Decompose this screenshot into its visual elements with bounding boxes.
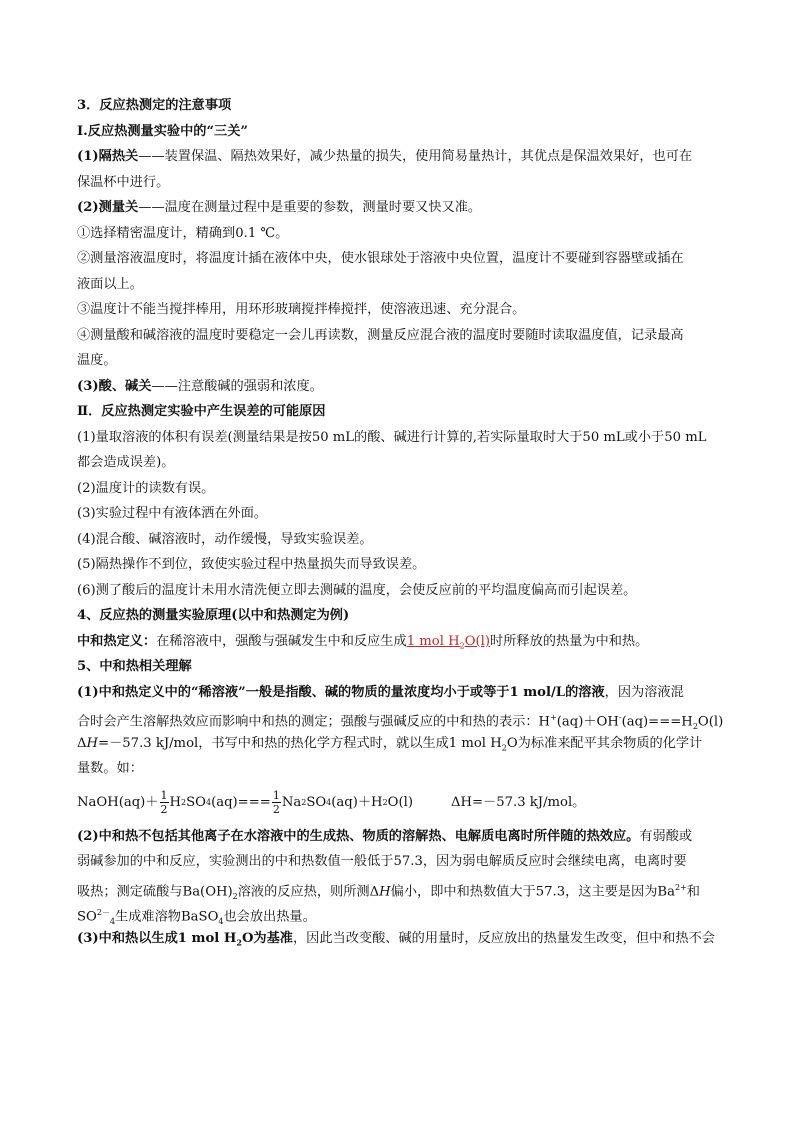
understanding-2: (2)中和热不包括其他离子在水溶液中的生成热、物质的溶解热、电解质电离时所伴随的热效应。有弱酸或 (77, 828, 693, 844)
subsection-1-title: Ⅰ.反应热测量实验中的“三关” (77, 123, 248, 139)
understanding-1-line3: ΔH=－57.3 kJ/mol，书写中和热的热化学方程式时，就以生成1 mol $H_2O$为标准来配平其余物质的化学计 (77, 735, 703, 753)
error-item-5: (5)隔热操作不到位，致使实验过程中热量损失而导致误差。 (77, 557, 426, 572)
paragraph-insulation: (1)隔热关——装置保温、隔热效果好，减少热量的损失，使用简易量热计，其优点是保温效果好，也可在 (77, 149, 693, 164)
item-circle-4-cont: 温度。 (77, 353, 117, 368)
thermochemical-equation: NaOH(aq)＋ $\frac{1}{2}$ H 2 SO 4 (aq)=== $\frac{1}{2}$ Na 2 SO 4 (aq)＋H 2 O(l) ΔH=－57.3 kJ/mol。 (77, 789, 586, 816)
section-4-title: 4、反应热的测量实验原理(以中和热测定为例) (77, 608, 350, 623)
understanding-2-line4: $SO^{2-}_4$生成难溶物BaSO$_4$也会放出热量。 (77, 908, 316, 927)
understanding-2-line3: 吸热；测定硫酸与$Ba(OH)_2$溶液的反应热，则所测ΔH偏小，即中和热数值大于57.3，这主要是因为$Ba^{2+}$和 (77, 882, 700, 901)
document-content (77, 93, 737, 951)
understanding-3: (3)中和热以生成1 mol $H_2O$为基准，因此当改变酸、碱的用量时，反应放出的热量发生改变，但中和热不会 (77, 930, 715, 948)
understanding-2-line2: 弱碱参加的中和反应，实验测出的中和热数值一般低于57.3，因为弱电解质反应时会继续电离，电离时要 (77, 854, 687, 869)
item-circle-2: ②测量溶液温度时，将温度计插在液体中央，使水银球处于溶液中央位置，温度计不要碰到容器壁或插在 (77, 251, 684, 266)
paragraph-acid-base: (3)酸、碱关——注意酸碱的强弱和浓度。 (77, 378, 323, 394)
section-3-title: 3．反应热测定的注意事项 (77, 98, 232, 113)
understanding-1: (1)中和热定义中的“稀溶液”一般是指酸、碱的物质的量浓度均小于或等于1 mol/L的溶液，因为溶液混 (77, 684, 684, 700)
label-insulation: (1)隔热关 (77, 149, 139, 164)
item-circle-1: ①选择精密温度计，精确到0.1 ℃。 (77, 225, 289, 241)
item-circle-2-cont: 液面以上。 (77, 276, 143, 292)
label-acid-base: (3)酸、碱关 (77, 378, 152, 394)
error-item-6: (6)测了酸后的温度计未用水清洗便立即去测碱的温度，会使反应前的平均温度偏高而引起误差。 (77, 582, 637, 598)
paragraph-insulation-cont: 保温杯中进行。 (77, 174, 170, 190)
error-item-2: (2)温度计的读数有误。 (77, 480, 215, 496)
definition-label: 中和热定义： (77, 633, 157, 649)
fraction-one-half: $\frac{1}{2}$ (160, 789, 168, 816)
section-5-title: 5、中和热相关理解 (77, 659, 192, 674)
label-measurement: (2)测量关 (77, 200, 139, 215)
error-item-3: (3)实验过程中有液体洒在外面。 (77, 506, 268, 521)
understanding-1-line2: 合时会产生溶解热效应而影响中和热的测定；强酸与强碱反应的中和热的表示：$H^+(aq)+OH^-(aq)===H_2O(l)$ (77, 713, 724, 732)
fraction-one-half-2: $\frac{1}{2}$ (272, 789, 280, 816)
understanding-1-line4: 量数。如： (77, 761, 143, 776)
item-circle-3: ③温度计不能当搅拌棒用，用环形玻璃搅拌棒搅拌，使溶液迅速、充分混合。 (77, 302, 526, 317)
error-item-1-cont: 都会造成误差)。 (77, 455, 175, 470)
paragraph-measurement: (2)测量关——温度在测量过程中是重要的参数，测量时要又快又准。 (77, 200, 482, 215)
error-item-4: (4)混合酸、碱溶液时，动作缓慢，导致实验误差。 (77, 531, 373, 547)
error-item-1: (1)量取溶液的体积有误差(测量结果是按50 mL的酸、碱进行计算的,若实际量取时大于50 mL或小于50 mL (77, 429, 707, 445)
highlight-1mol-water: 1 mol $H_2O(l)$ (406, 633, 491, 651)
item-circle-4: ④测量酸和碱溶液的温度时要稳定一会儿再读数，测量反应混合液的温度时要随时读取温度值，记录最高 (77, 327, 684, 343)
subsection-2-title: Ⅱ．反应热测定实验中产生误差的可能原因 (77, 404, 326, 419)
definition-neutralization-heat: 中和热定义：在稀溶液中，强酸与强碱发生中和反应生成1 mol $H_2O(l)$时所释放的热量为中和热。 (77, 633, 649, 651)
